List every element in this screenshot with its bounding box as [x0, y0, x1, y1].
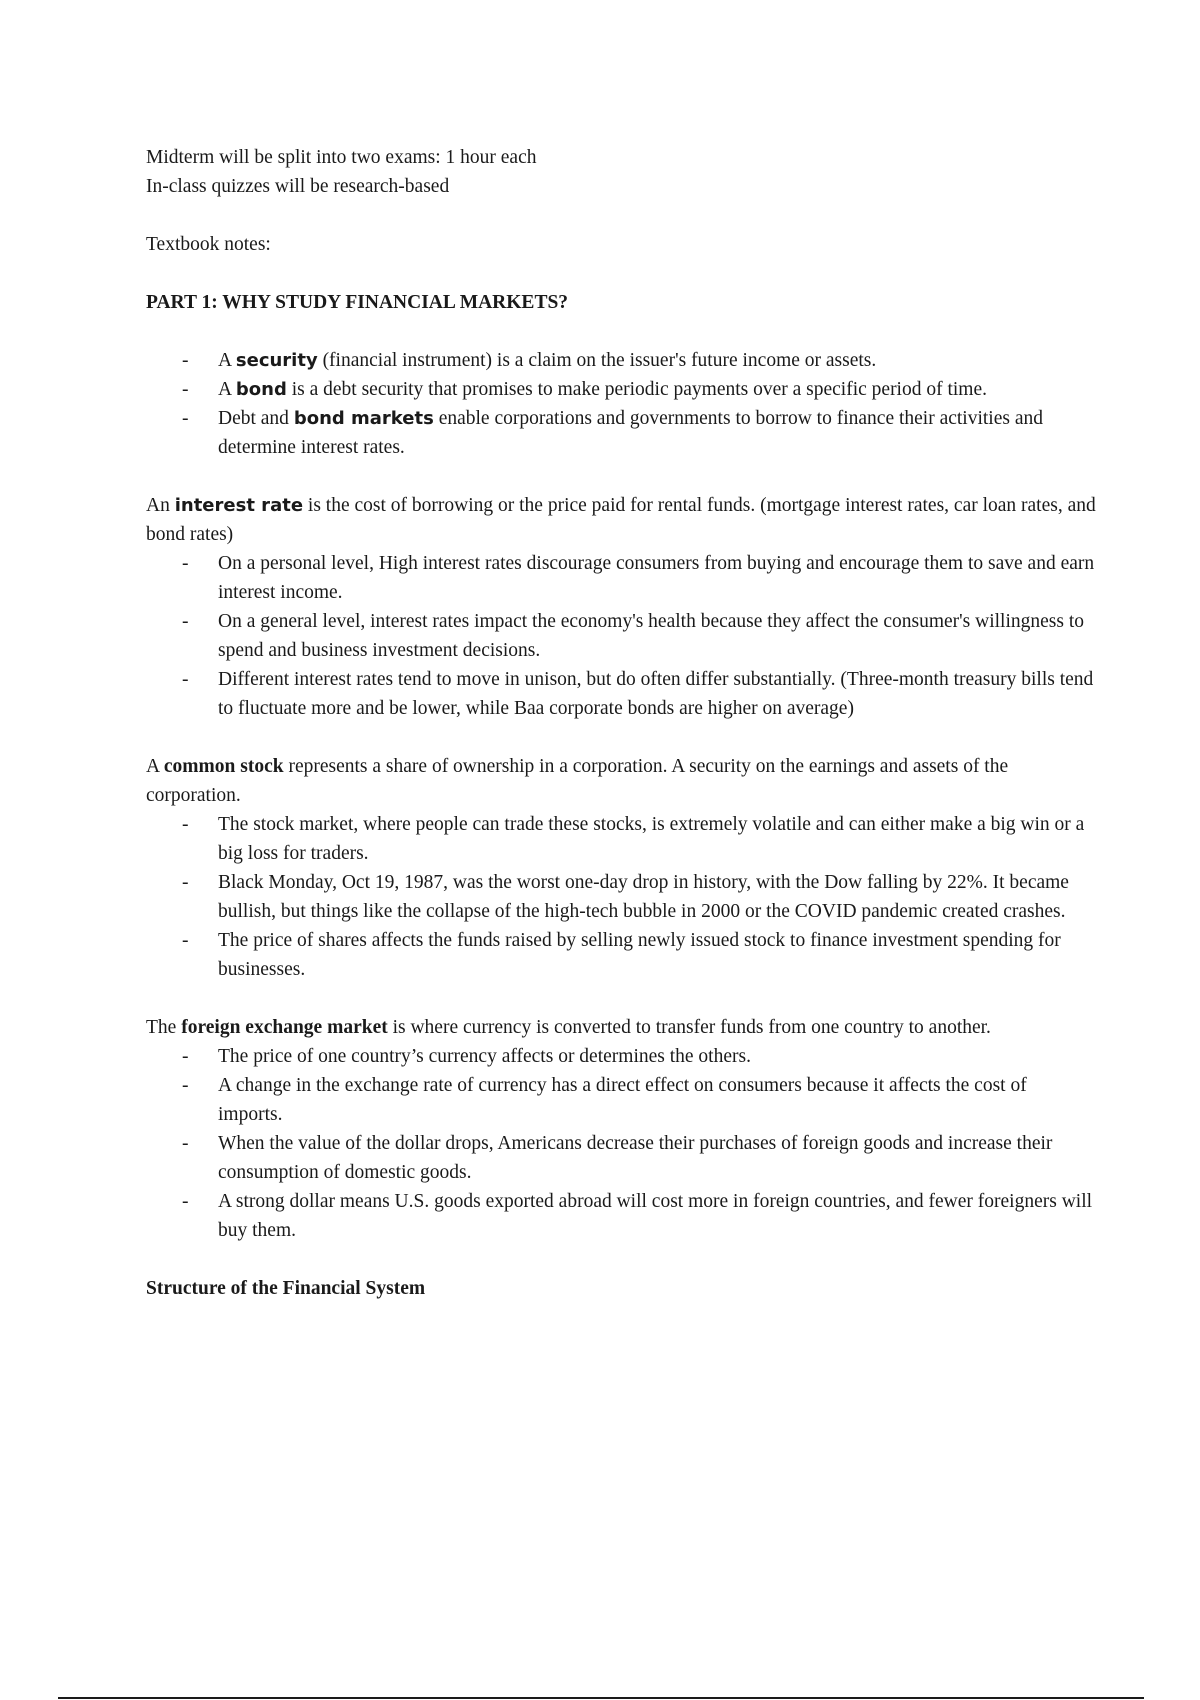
interest-bullet-list — [146, 549, 1096, 723]
list-item: - The price of shares affects the funds raised by selling newly issued stock to finance investment spending for businesses. — [146, 926, 1096, 984]
structure-heading: Structure of the Financial System — [146, 1278, 426, 1299]
term-bond: bond — [235, 379, 287, 400]
common-stock-paragraph — [146, 752, 1096, 810]
list-item — [146, 346, 1096, 375]
text-span: Debt and — [218, 408, 294, 429]
text-span: represents a share of ownership in a corporation. A security on the earnings and assets of the corporation. — [146, 756, 1009, 806]
list-item — [146, 375, 1096, 404]
term-bond-markets: bond markets — [293, 408, 434, 429]
document-page — [146, 143, 1096, 1303]
list-item: - On a personal level, High interest rates discourage consumers from buying and encourage them to save and earn interest income. — [146, 549, 1096, 607]
term-foreign-exchange-market: foreign exchange market — [181, 1017, 388, 1038]
list-item: - Black Monday, Oct 19, 1987, was the worst one-day drop in history, with the Dow falling by 22%. It became bullish, but things like the collapse of the high-tech bubble in 2000 or the COVID pandemic created crashes. — [146, 868, 1096, 926]
text-span: A — [146, 756, 164, 777]
stock-bullet-list — [146, 810, 1096, 984]
list-item: - On a general level, interest rates impact the economy's health because they affect the consumer's willingness to spend and business investment decisions. — [146, 607, 1096, 665]
page-bottom-rule — [58, 1697, 1144, 1699]
text-span: is where currency is converted to transfer funds from one country to another. — [387, 1017, 991, 1038]
text-span: An — [146, 495, 175, 516]
intro-line-quizzes: In-class quizzes will be research-based — [146, 176, 450, 197]
list-item: - A change in the exchange rate of currency has a direct effect on consumers because it affects the cost of imports. — [146, 1071, 1096, 1129]
list-item: - When the value of the dollar drops, Americans decrease their purchases of foreign goods and increase their consumption of domestic goods. — [146, 1129, 1096, 1187]
list-item: - The price of one country’s currency affects or determines the others. — [146, 1042, 1096, 1071]
interest-rate-paragraph — [146, 491, 1096, 549]
list-item — [146, 404, 1096, 462]
text-span: A — [218, 350, 236, 371]
text-span: The — [146, 1017, 182, 1038]
list-item: - The stock market, where people can trade these stocks, is extremely volatile and can either make a big win or a big loss for traders. — [146, 810, 1096, 868]
text-span: A — [218, 379, 236, 400]
text-span: is the cost of borrowing or the price paid for rental funds. (mortgage interest rates, car loan rates, and bond rates) — [146, 495, 1096, 545]
term-security: security — [235, 350, 318, 371]
term-interest-rate: interest rate — [174, 495, 304, 516]
textbook-notes-label: Textbook notes: — [146, 234, 271, 255]
list-item: - Different interest rates tend to move in unison, but do often differ substantially. (Three-month treasury bills tend to fluctuate more and be lower, while Baa corporate bonds are higher on average) — [146, 665, 1096, 723]
term-common-stock: common stock — [163, 756, 284, 777]
text-span: enable corporations and governments to borrow to finance their activities and determine interest rates. — [218, 408, 1044, 458]
part1-heading: PART 1: WHY STUDY FINANCIAL MARKETS? — [146, 292, 569, 313]
foreign-exchange-paragraph — [146, 1013, 1096, 1042]
intro-line-midterm: Midterm will be split into two exams: 1 hour each — [146, 147, 537, 168]
text-span: is a debt security that promises to make periodic payments over a specific period of time. — [286, 379, 988, 400]
part1-bullet-list — [146, 346, 1096, 462]
text-span: (financial instrument) is a claim on the issuer's future income or assets. — [317, 350, 877, 371]
forex-bullet-list — [146, 1042, 1096, 1245]
list-item: - A strong dollar means U.S. goods exported abroad will cost more in foreign countries, and fewer foreigners will buy them. — [146, 1187, 1096, 1245]
